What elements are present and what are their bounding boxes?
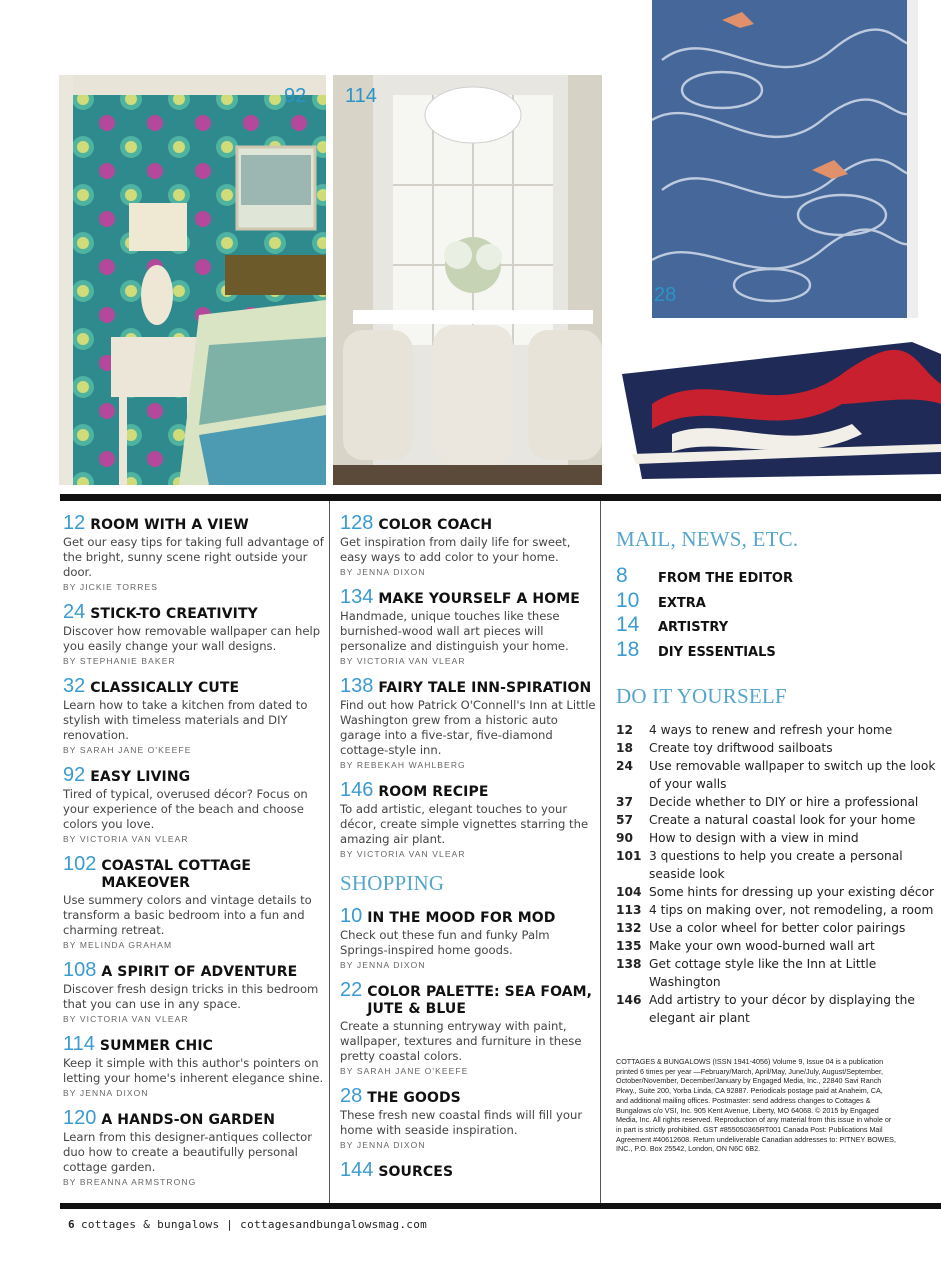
knit-throw-photo [612,334,941,484]
mail-list [616,564,936,662]
story-byline: BY JENNA DIXON [340,1140,426,1150]
story-title: COASTAL COTTAGE MAKEOVER [101,858,252,891]
diy-text: How to design with a view in mind [649,831,859,845]
story-title: SOURCES [378,1164,454,1180]
diy-item[interactable] [616,757,936,793]
bottom-rule [60,1203,941,1209]
story-page-number: 12 [63,512,86,534]
story-title: SUMMER CHIC [99,1038,213,1054]
bedroom-photo [59,75,326,485]
diy-page-number: 138 [616,957,642,971]
story-byline: BY STEPHANIE BAKER [63,656,176,666]
diy-page-number: 90 [616,831,633,845]
story-item[interactable] [63,853,325,950]
diy-text: Decide whether to DIY or hire a professional [649,795,919,809]
story-page-number: 144 [340,1159,374,1181]
diy-text: Create toy driftwood sailboats [649,741,833,755]
story-description: Create a stunning entryway with paint, wallpaper, textures and furniture in these pretty coastal colors. [340,1019,582,1063]
story-item[interactable] [63,601,325,666]
wallpaper-photo [652,0,918,318]
story-page-number: 138 [340,675,374,697]
story-description: Tired of typical, overused décor? Focus on your experience of the beach and choose colors you love. [63,787,308,831]
story-item[interactable] [340,1159,596,1181]
diy-list [616,721,936,1027]
story-page-number: 108 [63,959,97,981]
story-page-number: 128 [340,512,374,534]
dining-page-number[interactable]: 114 [345,85,377,107]
story-byline: BY JENNA DIXON [63,1088,149,1098]
diy-text: Add artistry to your décor by displaying the elegant air plant [649,993,915,1025]
story-page-number: 134 [340,586,374,608]
folio-page-number: 6 [68,1218,75,1231]
story-page-number: 120 [63,1107,97,1129]
story-byline: BY REBEKAH WAHLBERG [340,760,466,770]
diy-page-number: 101 [616,849,642,863]
page-footer [68,1218,427,1231]
story-title: IN THE MOOD FOR MOD [367,910,556,926]
story-description: Learn how to take a kitchen from dated to stylish with timeless materials and DIY renovation. [63,698,308,742]
story-page-number: 102 [63,853,97,875]
diy-page-number: 113 [616,903,642,917]
diy-item[interactable] [616,793,936,811]
story-description: Get inspiration from daily life for sweet, easy ways to add color to your home. [340,535,571,564]
story-item[interactable] [340,1085,596,1150]
story-page-number: 32 [63,675,86,697]
diy-text: Create a natural coastal look for your home [649,813,916,827]
diy-item[interactable] [616,721,936,739]
story-title: COLOR PALETTE: SEA FOAM, JUTE & BLUE [367,984,593,1017]
department-page-number: 14 [616,613,640,636]
story-description: Check out these fun and funky Palm Springs-inspired home goods. [340,928,550,957]
legal-notice: COTTAGES & BUNGALOWS (ISSN 1941-4056) Volume 9, Issue 04 is a publication printed 6 times per year —February/March, April/May, June/July, August/September, October/November, December/January by Engaged Media, Inc., 22840 Savi Ranch Pkwy., Suite 200, Yorba Linda, CA 92887. Periodicals postage paid at Anaheim, CA, and additional mailing offices. Postmaster: send address changes to Cottages & Bungalows c/o VSI, Inc. 905 Kent Avenue, Liberty, MO 64068. © 2015 by Engaged Media, Inc. All rights reserved. Reproduction of any material from this issue in whole or in part is strictly prohibited. GST #855050365RT001 Canada Post: Publications Mail Agreement #40612608. Return undeliverable Canadian addresses to: PITNEY BOWES, INC., P.O. Box 25542, London, ON N6C 6B2. [616,1057,896,1154]
story-byline: BY JENNA DIXON [340,567,426,577]
diy-item[interactable] [616,847,936,883]
diy-item[interactable] [616,937,936,955]
story-title: COLOR COACH [378,517,493,533]
diy-page-number: 24 [616,759,633,773]
products-page-number[interactable]: 28 [654,284,677,306]
diy-text: Some hints for dressing up your existing décor [649,885,935,899]
department-page-number: 8 [616,564,628,587]
story-description: Learn from this designer-antiques collector duo how to create a beautifully personal cottage garden. [63,1130,313,1174]
story-title: ROOM WITH A VIEW [90,517,249,533]
story-description: Get our easy tips for taking full advantage of the bright, sunny scene right outside your door. [63,535,324,579]
story-item[interactable] [340,779,596,859]
story-title: A SPIRIT OF ADVENTURE [101,964,298,980]
story-description: These fresh new coastal finds will fill your home with seaside inspiration. [340,1108,583,1137]
diy-page-number: 135 [616,939,642,953]
story-byline: BY VICTORIA VAN VLEAR [63,834,189,844]
story-description: Discover how removable wallpaper can help you easily change your wall designs. [63,624,321,653]
diy-text: 4 tips on making over, not remodeling, a room [649,903,934,917]
story-title: FAIRY TALE INN-SPIRATION [378,680,592,696]
department-item[interactable] [616,589,936,614]
diy-item[interactable] [616,811,936,829]
story-page-number: 22 [340,979,363,1001]
story-description: Discover fresh design tricks in this bedroom that you can use in any space. [63,982,319,1011]
features-column-1 [63,512,325,1199]
story-item[interactable] [63,512,325,592]
story-byline: BY VICTORIA VAN VLEAR [340,656,466,666]
story-title: CLASSICALLY CUTE [90,680,240,696]
story-page-number: 24 [63,601,86,623]
story-item[interactable] [340,979,596,1076]
diy-page-number: 57 [616,813,633,827]
diy-page-number: 146 [616,993,642,1007]
department-title: FROM THE EDITOR [658,571,793,586]
department-page-number: 18 [616,637,640,661]
diy-page-number: 18 [616,741,633,755]
story-byline: BY MELINDA GRAHAM [63,940,173,950]
footer-text[interactable]: cottages & bungalows | cottagesandbungalowsmag.com [80,1218,428,1231]
shopping-heading: SHOPPING [340,871,445,895]
department-item[interactable] [616,638,936,663]
diy-item[interactable] [616,955,936,991]
story-byline: BY SARAH JANE O'KEEFE [63,745,192,755]
story-title: EASY LIVING [90,769,191,785]
diy-page-number: 12 [616,723,633,737]
diy-text: Make your own wood-burned wall art [649,939,875,953]
story-description: Handmade, unique touches like these burnished-wood wall art pieces will personalize and distinguish your home. [340,609,569,653]
diy-page-number: 104 [616,885,642,899]
story-page-number: 92 [63,764,86,786]
diy-page-number: 37 [616,795,633,809]
diy-text: Use removable wallpaper to switch up the look of your walls [649,759,936,791]
features-column-2 [340,512,596,1193]
story-item[interactable] [340,586,596,666]
diy-text: 4 ways to renew and refresh your home [649,723,893,737]
story-byline: BY BREANNA ARMSTRONG [63,1177,197,1187]
department-page-number: 10 [616,588,640,612]
story-byline: BY JENNA DIXON [340,960,426,970]
diy-text: Get cottage style like the Inn at Little Washington [649,957,877,989]
diy-heading: DO IT YOURSELF [616,684,787,708]
department-title: ARTISTRY [658,620,729,635]
story-description: To add artistic, elegant touches to your décor, create simple vignettes starring the amazing air plant. [340,802,589,846]
story-title: THE GOODS [367,1090,461,1106]
diy-item[interactable] [616,829,936,847]
story-page-number: 114 [63,1033,95,1055]
mail-news-heading: MAIL, NEWS, ETC. [616,527,799,551]
diy-text: 3 questions to help you create a personal seaside look [649,849,903,881]
story-byline: BY VICTORIA VAN VLEAR [63,1014,189,1024]
dining-room-photo [333,75,602,485]
department-title: DIY ESSENTIALS [658,644,776,660]
story-byline: BY SARAH JANE O'KEEFE [340,1066,469,1076]
department-item[interactable] [616,564,936,589]
story-byline: BY JICKIE TORRES [63,582,159,592]
diy-item[interactable] [616,901,936,919]
story-title: A HANDS-ON GARDEN [101,1112,276,1128]
story-item[interactable] [340,512,596,577]
diy-item[interactable] [616,991,936,1027]
story-item[interactable] [63,675,325,755]
story-title: ROOM RECIPE [378,784,489,800]
story-item[interactable] [63,764,325,844]
department-title: EXTRA [658,595,706,611]
story-description: Keep it simple with this author's pointers on letting your home's inherent elegance shine. [63,1056,324,1085]
diy-item[interactable] [616,919,936,937]
story-description: Find out how Patrick O'Connell's Inn at Little Washington grew from a historic auto garage into a five-star, five-diamond cottage-style inn. [340,698,596,757]
bedroom-page-number[interactable]: 92 [284,85,307,107]
diy-item[interactable] [616,883,936,901]
column-divider-1 [329,501,330,1203]
story-item[interactable] [340,675,596,770]
column-divider-2 [600,501,601,1203]
top-rule [60,494,941,501]
diy-item[interactable] [616,739,936,757]
story-item[interactable] [340,905,596,970]
story-title: STICK-TO CREATIVITY [90,606,258,622]
departments-column [616,515,936,1154]
story-byline: BY VICTORIA VAN VLEAR [340,849,466,859]
story-item[interactable] [63,1033,325,1098]
story-item[interactable] [63,959,325,1024]
story-page-number: 146 [340,779,374,801]
story-page-number: 28 [340,1085,363,1107]
story-item[interactable] [63,1107,325,1187]
story-page-number: 10 [340,905,363,927]
story-title: MAKE YOURSELF A HOME [378,591,580,607]
diy-page-number: 132 [616,921,642,935]
diy-text: Use a color wheel for better color pairings [649,921,906,935]
department-item[interactable] [616,613,936,638]
story-description: Use summery colors and vintage details to transform a basic bedroom into a fun and charming retreat. [63,893,312,937]
